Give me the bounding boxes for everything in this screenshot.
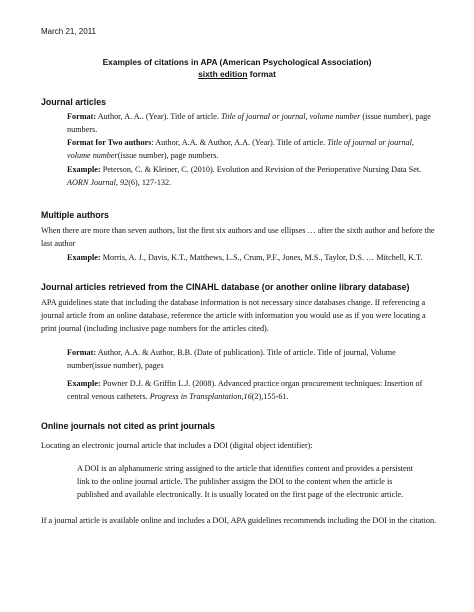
journal-example-paragraph xyxy=(67,163,437,189)
example-label: Example: xyxy=(67,165,101,174)
doi-description: A DOI is an alphanumeric string assigned to the article that identifies content and provides a persistent link to the online journal article. The publisher assigns the DOI to the content when the article is published and available electronically. It is usually located on the first page of the electronic article. xyxy=(77,464,414,499)
cinahl-text: APA guidelines state that including the database information is not necessary since databases change. If referencing a journal article from an online database, reference the article with information you would use as if you were locating a print journal (including inclusive page numbers for the articles cited). xyxy=(41,298,426,333)
cinahl-example-paragraph xyxy=(67,377,437,403)
two-authors-paragraph xyxy=(67,136,437,162)
two-authors-text: : Author, A.A. & Author, A.A. (Year). Title of article. xyxy=(151,138,328,147)
heading-multiple-authors: Multiple authors xyxy=(41,210,109,220)
multi-example-label: Example: xyxy=(67,253,101,262)
document-subtitle xyxy=(0,69,474,79)
heading-cinahl: Journal articles retrieved from the CINAHL database (or another online library database) xyxy=(41,282,410,292)
cinahl-example-italic: Progress in Transplantation,16 xyxy=(149,392,252,401)
example-text: Peterson, C. & Kleiner, C. (2010). Evolution and Revision of the Perioperative Nursing Data Set. xyxy=(100,165,422,174)
two-authors-end: (issue number), page numbers. xyxy=(117,151,219,160)
document-date: March 21, 2011 xyxy=(41,27,96,36)
cinahl-example-end: (2),155-61. xyxy=(251,392,289,401)
subtitle-rest: format xyxy=(247,69,276,79)
format-text: Author, A. A.. (Year). Title of article. xyxy=(96,112,221,121)
sixth-edition-underlined: sixth edition xyxy=(198,69,248,79)
heading-online-journals: Online journals not cited as print journals xyxy=(41,421,216,431)
format-italic: Title of journal or journal, volume number xyxy=(220,112,361,121)
cinahl-format-text: Author, A.A. & Author, B.B. (Date of publication). Title of article. Title of journal, Volume number(issue number), pages xyxy=(67,348,396,370)
online-closing: If a journal article is available online and includes a DOI, APA guidelines recommends including the DOI in the citation. xyxy=(41,516,437,525)
heading-journal-articles: Journal articles xyxy=(41,97,107,107)
journal-format-paragraph xyxy=(67,110,437,136)
multiple-authors-example xyxy=(67,251,437,264)
multi-example-text: Morris, A. J., Davis, K.T., Matthews, L.S., Crum, P.F., Jones, M.S., Taylor, D.S. … Mitchell, K.T. xyxy=(100,253,423,262)
format-label: Format: xyxy=(67,112,97,121)
document-title: Examples of citations in APA (American Psychological Association) xyxy=(102,57,372,67)
example-end: (6), 127-132. xyxy=(128,178,172,187)
example-italic: AORN Journal, 92 xyxy=(67,178,129,187)
multiple-authors-text: When there are more than seven authors, list the first six authors and use ellipses … after the sixth author and before the last author xyxy=(41,226,435,248)
cinahl-format-paragraph xyxy=(67,346,437,372)
format-end: (issue number), page numbers. xyxy=(67,112,431,134)
cinahl-example-text: Powner D.J. & Griffin L.J. (2008). Advanced practice organ procurement techniques: Insertion of central venous catheters. xyxy=(67,379,423,401)
cinahl-format-label: Format: xyxy=(67,348,97,357)
two-authors-label: Format for Two authors xyxy=(67,138,152,147)
two-authors-italic: Title of journal or journal, volume number xyxy=(67,138,414,160)
cinahl-example-label: Example: xyxy=(67,379,101,388)
online-intro: Locating an electronic journal article that includes a DOI (digital object identifier): xyxy=(41,441,313,450)
